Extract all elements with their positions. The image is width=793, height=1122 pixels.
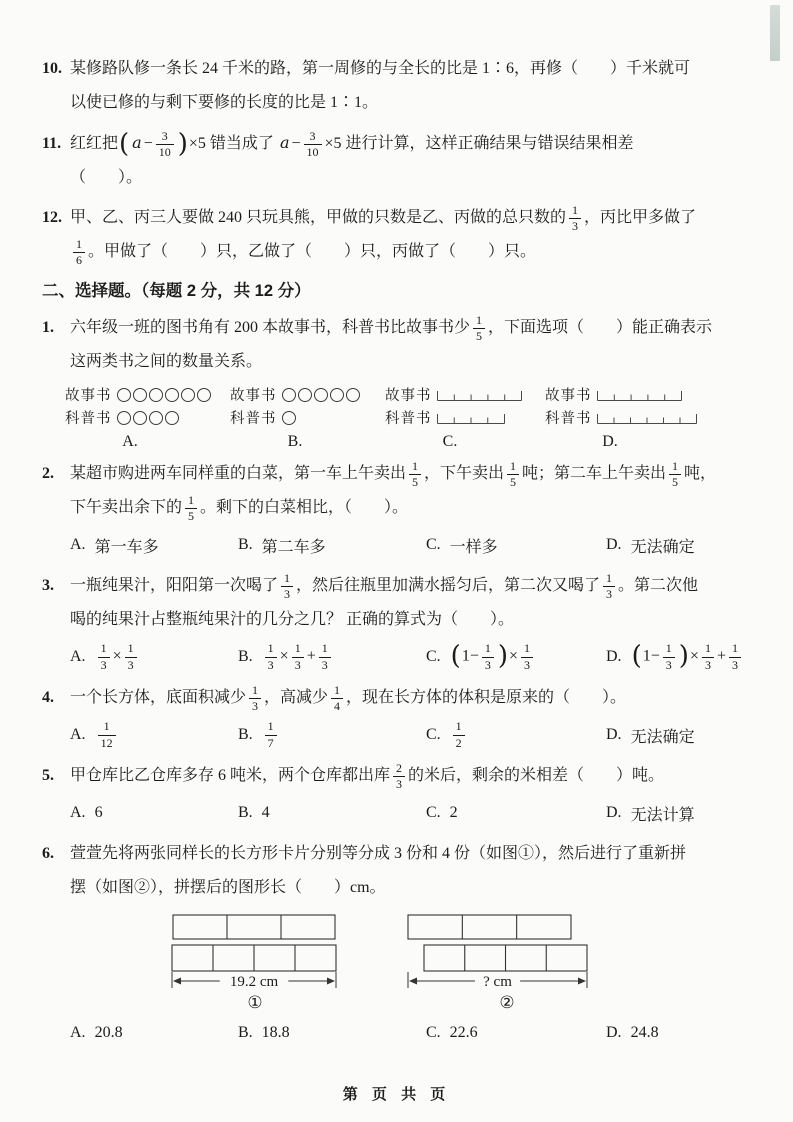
fraction	[98, 720, 116, 749]
segment-bar	[437, 388, 522, 402]
books-option-column	[65, 383, 230, 451]
option-label: C.	[426, 536, 441, 553]
fraction-numerator: 1	[524, 641, 531, 656]
option-letter: B.	[287, 433, 303, 450]
question-line: 5. 甲仓库比乙仓库多存 6 吨米，两个仓库都出库 $\frac{2}{3}$ 的米后，剩余的米相差（ ）吨。	[42, 760, 665, 792]
question-line: 1. 六年级一班的图书角有 200 本故事书，科普书比故事书少 $\frac{1}{5}$ ，下面选项（ ）能正确表示	[42, 312, 713, 344]
fraction	[603, 572, 615, 601]
option-C	[426, 641, 606, 673]
options-row	[42, 797, 747, 829]
fraction-numerator: 1	[334, 682, 341, 697]
fraction	[185, 494, 197, 523]
option-label: A.	[70, 726, 86, 743]
fraction	[521, 642, 533, 671]
fraction-numerator: 1	[484, 641, 491, 656]
fraction-denominator: 3	[603, 586, 615, 601]
big-parenthesis: (	[631, 641, 642, 672]
section-title: 二、选择题。（每题 2 分，共 12 分）	[42, 282, 311, 300]
option-C	[426, 1017, 606, 1049]
option-value: 18.8	[261, 1024, 290, 1041]
option-C	[426, 719, 606, 751]
fraction-denominator: 3	[281, 586, 293, 601]
option-D	[606, 797, 747, 829]
fraction	[73, 238, 85, 267]
question-number: 4.	[42, 689, 54, 706]
option-letter: A.	[122, 433, 138, 450]
fraction-numerator: 1	[455, 719, 462, 734]
options-row	[42, 719, 747, 751]
fraction-numerator: 1	[665, 641, 672, 656]
fraction-denominator: 10	[156, 144, 174, 159]
fraction-numerator: 1	[510, 458, 517, 473]
question-2	[42, 457, 747, 561]
option-label: B.	[238, 804, 253, 821]
fraction	[304, 130, 322, 159]
option-label: D.	[606, 648, 622, 665]
fraction-numerator: 1	[103, 719, 110, 734]
math-variable: a	[132, 133, 142, 152]
option-letter: D.	[602, 433, 618, 450]
books-diagram	[42, 383, 747, 451]
book-circle-icon	[165, 411, 179, 425]
fraction-numerator: 1	[267, 641, 274, 656]
option-label: A.	[70, 536, 86, 553]
option-value	[450, 720, 468, 749]
big-parenthesis: )	[678, 641, 689, 672]
story-books-row	[385, 383, 545, 406]
option-label: A.	[70, 648, 86, 665]
fraction-denominator: 5	[669, 474, 681, 489]
option-B	[238, 719, 426, 751]
option-label: A.	[70, 804, 86, 821]
option-A	[70, 1017, 238, 1049]
svg-text:? cm: ? cm	[483, 974, 512, 990]
option-value: 4	[261, 804, 270, 821]
book-circle-icon	[133, 388, 147, 402]
question-number: 10.	[42, 60, 62, 77]
segment-bar	[597, 388, 682, 402]
option-label: D.	[606, 1024, 622, 1041]
fraction-numerator: 1	[731, 641, 738, 656]
option-B	[238, 1017, 426, 1049]
row-label: 科普书	[230, 411, 277, 427]
option-value: (1− $\frac{1}{3}$ )× $\frac{1}{3}$ + $\frac{1}{3}$	[631, 642, 744, 671]
question-line: 11. 红红把( a − $\frac{3}{10}$ )×5 错当成了 a − $\frac{3}{10}$ ×5 进行计算，这样正确结果与错误结果相差	[42, 128, 634, 160]
row-label: 故事书	[65, 388, 112, 404]
fraction-denominator: 3	[292, 657, 304, 672]
segment-bar	[437, 411, 505, 425]
question-line: 10. 某修路队修一条长 24 千米的路，第一周修的与全长的比是 1∶6，再修（ ）千米就可	[42, 52, 747, 86]
book-circle-icon	[197, 388, 211, 402]
option-C	[426, 529, 606, 561]
option-C	[426, 797, 606, 829]
book-circle-icon	[133, 411, 147, 425]
question-12	[42, 201, 747, 269]
option-D	[606, 1017, 747, 1049]
fraction	[393, 762, 405, 791]
row-label: 故事书	[545, 388, 592, 404]
fraction	[473, 314, 485, 343]
book-circle-icon	[330, 388, 344, 402]
fraction-numerator: 1	[267, 719, 274, 734]
fraction	[409, 460, 421, 489]
fraction-numerator: 3	[161, 128, 168, 143]
fraction-denominator: 5	[507, 474, 519, 489]
fraction-numerator: 2	[396, 760, 403, 775]
book-circle-icon	[298, 388, 312, 402]
fraction	[482, 642, 494, 671]
question-line: 12. 甲、乙、丙三人要做 240 只玩具熊，甲做的只数是乙、丙做的总只数的 $\frac{1}{3}$ ，丙比甲多做了	[42, 202, 697, 234]
question-line: 以使已修的与剩下要修的长度的比是 1∶1。	[70, 94, 379, 111]
figure-svg	[148, 913, 362, 991]
page-content	[42, 52, 747, 1057]
question-number: 11.	[42, 135, 62, 152]
question-line: 摆（如图②），拼摆后的图形长（ ）cm。	[70, 879, 386, 896]
option-label: B.	[238, 536, 253, 553]
big-parenthesis: )	[177, 128, 188, 159]
fraction-numerator: 1	[188, 492, 195, 507]
fraction	[319, 642, 331, 671]
fraction	[729, 642, 741, 671]
book-circle-icon	[149, 388, 163, 402]
fraction-denominator: 5	[473, 328, 485, 343]
fraction-numerator: 1	[572, 202, 579, 217]
option-value: 第二车多	[261, 538, 326, 556]
option-A	[70, 529, 238, 561]
fraction-numerator: 1	[284, 570, 291, 585]
books-option-column	[385, 383, 545, 451]
fraction-denominator: 3	[265, 657, 277, 672]
fraction	[669, 460, 681, 489]
fraction-numerator: 1	[127, 641, 134, 656]
fraction	[98, 642, 110, 671]
fraction-numerator: 1	[606, 570, 613, 585]
row-label: 故事书	[385, 388, 432, 404]
option-D	[606, 641, 747, 673]
question-6	[42, 837, 747, 1049]
figure-caption: ①	[247, 993, 263, 1012]
question-line: 2. 某超市购进两车同样重的白菜，第一车上午卖出 $\frac{1}{5}$ ，下午卖出 $\frac{1}{5}$ 吨；第二车上午卖出 $\frac{1}{5}$ 吨，	[42, 458, 717, 490]
question-number: 6.	[42, 845, 54, 862]
option-label: B.	[238, 648, 253, 665]
option-value	[262, 720, 280, 749]
question-line: 4. 一个长方体，底面积减少 $\frac{1}{3}$ ，高减少 $\frac{1}{4}$ ，现在长方体的体积是原来的（ ）。	[42, 682, 627, 714]
row-label: 科普书	[385, 411, 432, 427]
option-value: 第一车多	[94, 538, 159, 556]
question-10	[42, 52, 747, 120]
fraction	[156, 130, 174, 159]
fraction-denominator: 7	[265, 735, 277, 750]
book-circle-icon	[149, 411, 163, 425]
fraction-denominator: 3	[249, 698, 261, 713]
fraction-numerator: 1	[321, 641, 328, 656]
option-label: C.	[426, 1024, 441, 1041]
question-number: 3.	[42, 577, 54, 594]
option-A	[70, 641, 238, 673]
option-value: 24.8	[630, 1024, 659, 1041]
fraction-numerator: 3	[309, 128, 316, 143]
option-D	[606, 529, 747, 561]
question-number: 12.	[42, 209, 62, 226]
fill-in-questions	[42, 52, 747, 269]
fraction-numerator: 1	[100, 641, 107, 656]
fraction	[331, 684, 343, 713]
fraction	[507, 460, 519, 489]
options-row	[42, 1017, 747, 1049]
option-value: $\frac{1}{3}$ × $\frac{1}{3}$	[95, 642, 140, 671]
option-value: 2	[449, 804, 458, 821]
story-books-row	[545, 383, 747, 406]
option-label: D.	[606, 804, 622, 821]
segment-bar	[597, 411, 697, 425]
fraction	[292, 642, 304, 671]
option-value: 22.6	[449, 1024, 478, 1041]
option-B	[238, 797, 426, 829]
fraction-numerator: 1	[76, 236, 82, 251]
option-value: 无法确定	[630, 538, 695, 556]
figure-1	[148, 913, 362, 1013]
big-parenthesis: (	[119, 128, 130, 159]
fraction	[702, 642, 714, 671]
science-books-row	[65, 406, 230, 429]
math-variable: a	[279, 133, 290, 152]
fraction-denominator: 3	[663, 657, 675, 672]
option-label: C.	[426, 648, 441, 665]
fraction-numerator: 1	[672, 458, 679, 473]
question-line: $\frac{1}{6}$ 。甲做了（ ）只，乙做了（ ）只，丙做了（ ）只。	[42, 235, 747, 269]
science-books-row	[230, 406, 385, 429]
fraction-denominator: 5	[185, 508, 197, 523]
option-value: 一样多	[449, 538, 498, 556]
question-line: 喝的纯果汁占整瓶纯果汁的几分之几？ 正确的算式为（ ）。	[70, 611, 515, 628]
option-value: 无法计算	[630, 806, 695, 824]
fraction-denominator: 3	[125, 657, 137, 672]
figure-2	[406, 913, 608, 1013]
option-label: B.	[238, 726, 253, 743]
option-value: (1− $\frac{1}{3}$ )× $\frac{1}{3}$	[450, 642, 536, 671]
book-circle-icon	[181, 388, 195, 402]
fraction-denominator: 3	[482, 657, 494, 672]
question-line: 下午卖出余下的 $\frac{1}{5}$ 。剩下的白菜相比，（ ）。	[70, 492, 409, 524]
fraction-denominator: 3	[98, 657, 110, 672]
question-number: 1.	[42, 319, 54, 336]
question-line: 这两类书之间的数量关系。	[70, 353, 263, 370]
svg-text:19.2 cm: 19.2 cm	[229, 974, 279, 990]
option-label: C.	[426, 726, 441, 743]
question-line: 3. 一瓶纯果汁，阳阳第一次喝了 $\frac{1}{3}$ ，然后往瓶里加满水摇匀后，第二次又喝了 $\frac{1}{3}$ 。第二次他	[42, 570, 699, 602]
option-value: $\frac{1}{3}$ × $\frac{1}{3}$ + $\frac{1}{3}$	[262, 642, 334, 671]
fraction	[125, 642, 137, 671]
fraction-denominator: 3	[569, 218, 581, 233]
question-1	[42, 311, 747, 451]
fraction-denominator: 4	[331, 698, 343, 713]
fraction	[569, 204, 581, 233]
cards-diagram	[42, 913, 747, 1013]
question-3	[42, 569, 747, 673]
fraction-denominator: 5	[409, 474, 421, 489]
option-D	[606, 719, 747, 751]
fraction-numerator: 1	[252, 682, 259, 697]
book-circle-icon	[346, 388, 360, 402]
option-A	[70, 719, 238, 751]
big-parenthesis: (	[450, 641, 461, 672]
option-label: C.	[426, 804, 441, 821]
option-value: 20.8	[94, 1024, 123, 1041]
books-option-column	[230, 383, 385, 451]
fraction-denominator: 3	[393, 776, 405, 791]
fraction-numerator: 1	[412, 458, 419, 473]
fraction	[281, 572, 293, 601]
question-5	[42, 759, 747, 829]
option-letter: C.	[442, 433, 458, 450]
fraction-denominator: 10	[304, 144, 322, 159]
option-value: 6	[94, 804, 103, 821]
page-footer: 第 页 共 页	[342, 1086, 451, 1103]
book-circle-icon	[117, 411, 131, 425]
question-line: 6. 萱萱先将两张同样长的长方形卡片分别等分成 3 份和 4 份（如图①），然后进行了重新拼	[42, 837, 747, 871]
fraction-denominator: 3	[702, 657, 714, 672]
fraction-denominator: 3	[319, 657, 331, 672]
options-row	[42, 641, 747, 673]
books-option-column	[545, 383, 747, 451]
science-books-row	[385, 406, 545, 429]
fraction	[265, 642, 277, 671]
question-number: 2.	[42, 465, 54, 482]
row-label: 科普书	[545, 411, 592, 427]
option-B	[238, 641, 426, 673]
fraction	[249, 684, 261, 713]
figure-caption: ②	[499, 993, 515, 1012]
question-11	[42, 126, 747, 195]
question-line: （ ）。	[70, 169, 143, 186]
option-A	[70, 797, 238, 829]
fraction-denominator: 2	[453, 735, 465, 750]
fraction	[663, 642, 675, 671]
story-books-row	[65, 383, 230, 406]
fraction-denominator: 3	[521, 657, 533, 672]
book-circle-icon	[314, 388, 328, 402]
story-books-row	[230, 383, 385, 406]
option-B	[238, 529, 426, 561]
option-label: A.	[70, 1024, 86, 1041]
options-row	[42, 529, 747, 561]
option-value: 无法确定	[630, 728, 695, 746]
question-4	[42, 681, 747, 751]
book-circle-icon	[117, 388, 131, 402]
row-label: 科普书	[65, 411, 112, 427]
choice-questions	[42, 311, 747, 1049]
big-parenthesis: )	[497, 641, 509, 672]
figure-svg	[406, 913, 608, 991]
fraction-denominator: 3	[729, 657, 741, 672]
option-label: D.	[606, 726, 622, 743]
option-value	[95, 720, 119, 749]
book-circle-icon	[282, 411, 296, 425]
question-number: 5.	[42, 767, 54, 784]
row-label: 故事书	[230, 388, 277, 404]
fraction-denominator: 6	[73, 252, 85, 267]
fraction-numerator: 1	[476, 312, 483, 327]
science-books-row	[545, 406, 747, 429]
fraction-numerator: 1	[704, 641, 711, 656]
fraction-denominator: 12	[98, 735, 116, 750]
fraction-numerator: 1	[294, 641, 301, 656]
fraction	[453, 720, 465, 749]
page-edge-mark	[770, 5, 780, 61]
book-circle-icon	[282, 388, 296, 402]
fraction	[265, 720, 277, 749]
option-label: B.	[238, 1024, 253, 1041]
option-label: D.	[606, 536, 622, 553]
book-circle-icon	[165, 388, 179, 402]
